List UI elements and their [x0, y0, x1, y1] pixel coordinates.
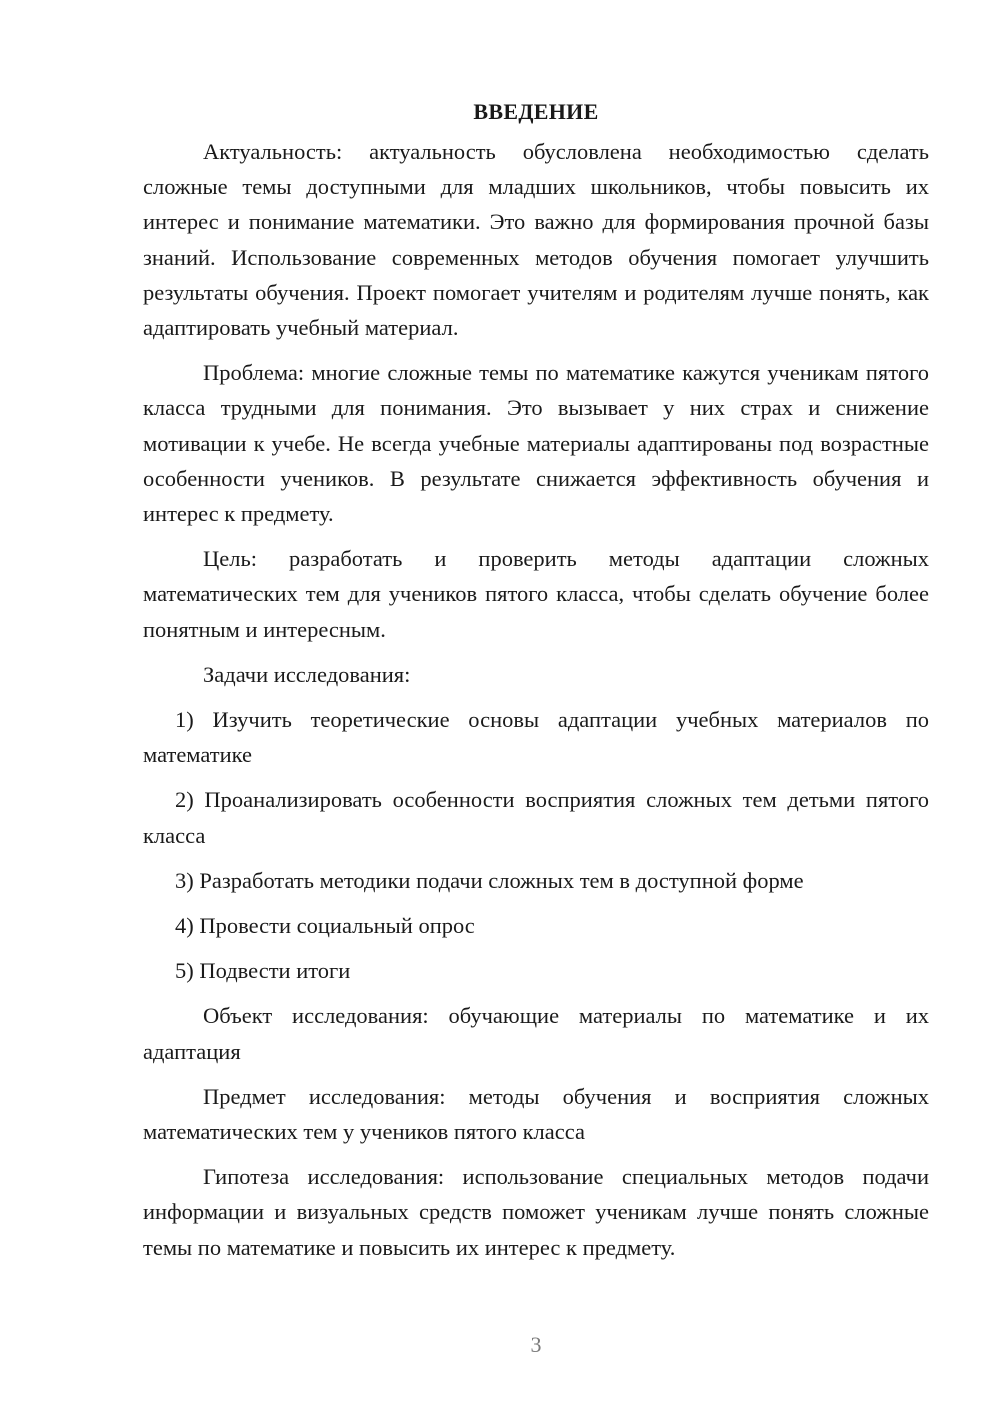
task-item-1: 1) Изучить теоретические основы адаптации учебных материалов по математике: [143, 707, 929, 768]
task-item-4: 4) Провести социальный опрос: [175, 913, 475, 939]
relevance-paragraph: Актуальность: актуальность обусловлена необходимостью сделать сложные темы доступными для младших школьников, чтобы повысить их интерес и понимание математики. Это важно для формирования прочной базы знаний. Использование современных методов обучения помогает улучшить результаты обучения. Проект помогает учителям и родителям лучше понять, как адаптировать учебный материал.: [143, 139, 929, 341]
task-item-3: 3) Разработать методики подачи сложных тем в доступной форме: [175, 867, 804, 893]
subject-paragraph: Предмет исследования: методы обучения и восприятия сложных математических тем у учеников пятого класса: [143, 1083, 929, 1145]
goal-paragraph: Цель: разработать и проверить методы адаптации сложных математических тем для учеников пятого класса, чтобы сделать обучение более понятным и интересным.: [143, 546, 929, 642]
hypothesis-paragraph: Гипотеза исследования: использование специальных методов подачи информации и визуальных средств поможет ученикам лучше понять сложные темы по математике и повысить их интерес к предмету.: [143, 1164, 929, 1260]
task-item-2: 2) Проанализировать особенности восприятия сложных тем детьми пятого класса: [143, 787, 929, 848]
tasks-header: Задачи исследования:: [203, 661, 411, 687]
problem-paragraph: Проблема: многие сложные темы по математике кажутся ученикам пятого класса трудными для понимания. Это вызывает у них страх и снижение мотивации к учебе. Не всегда учебные материалы адаптированы под возрастные особенности учеников. В результате снижается эффективность обучения и интерес к предмету.: [143, 360, 929, 527]
document-page: [143, 96, 929, 1275]
task-item-5: 5) Подвести итоги: [175, 958, 351, 984]
page-number: 3: [530, 1332, 542, 1357]
section-title: ВВЕДЕНИЕ: [473, 99, 599, 124]
object-paragraph: Объект исследования: обучающие материалы по математике и их адаптация: [143, 1003, 929, 1064]
